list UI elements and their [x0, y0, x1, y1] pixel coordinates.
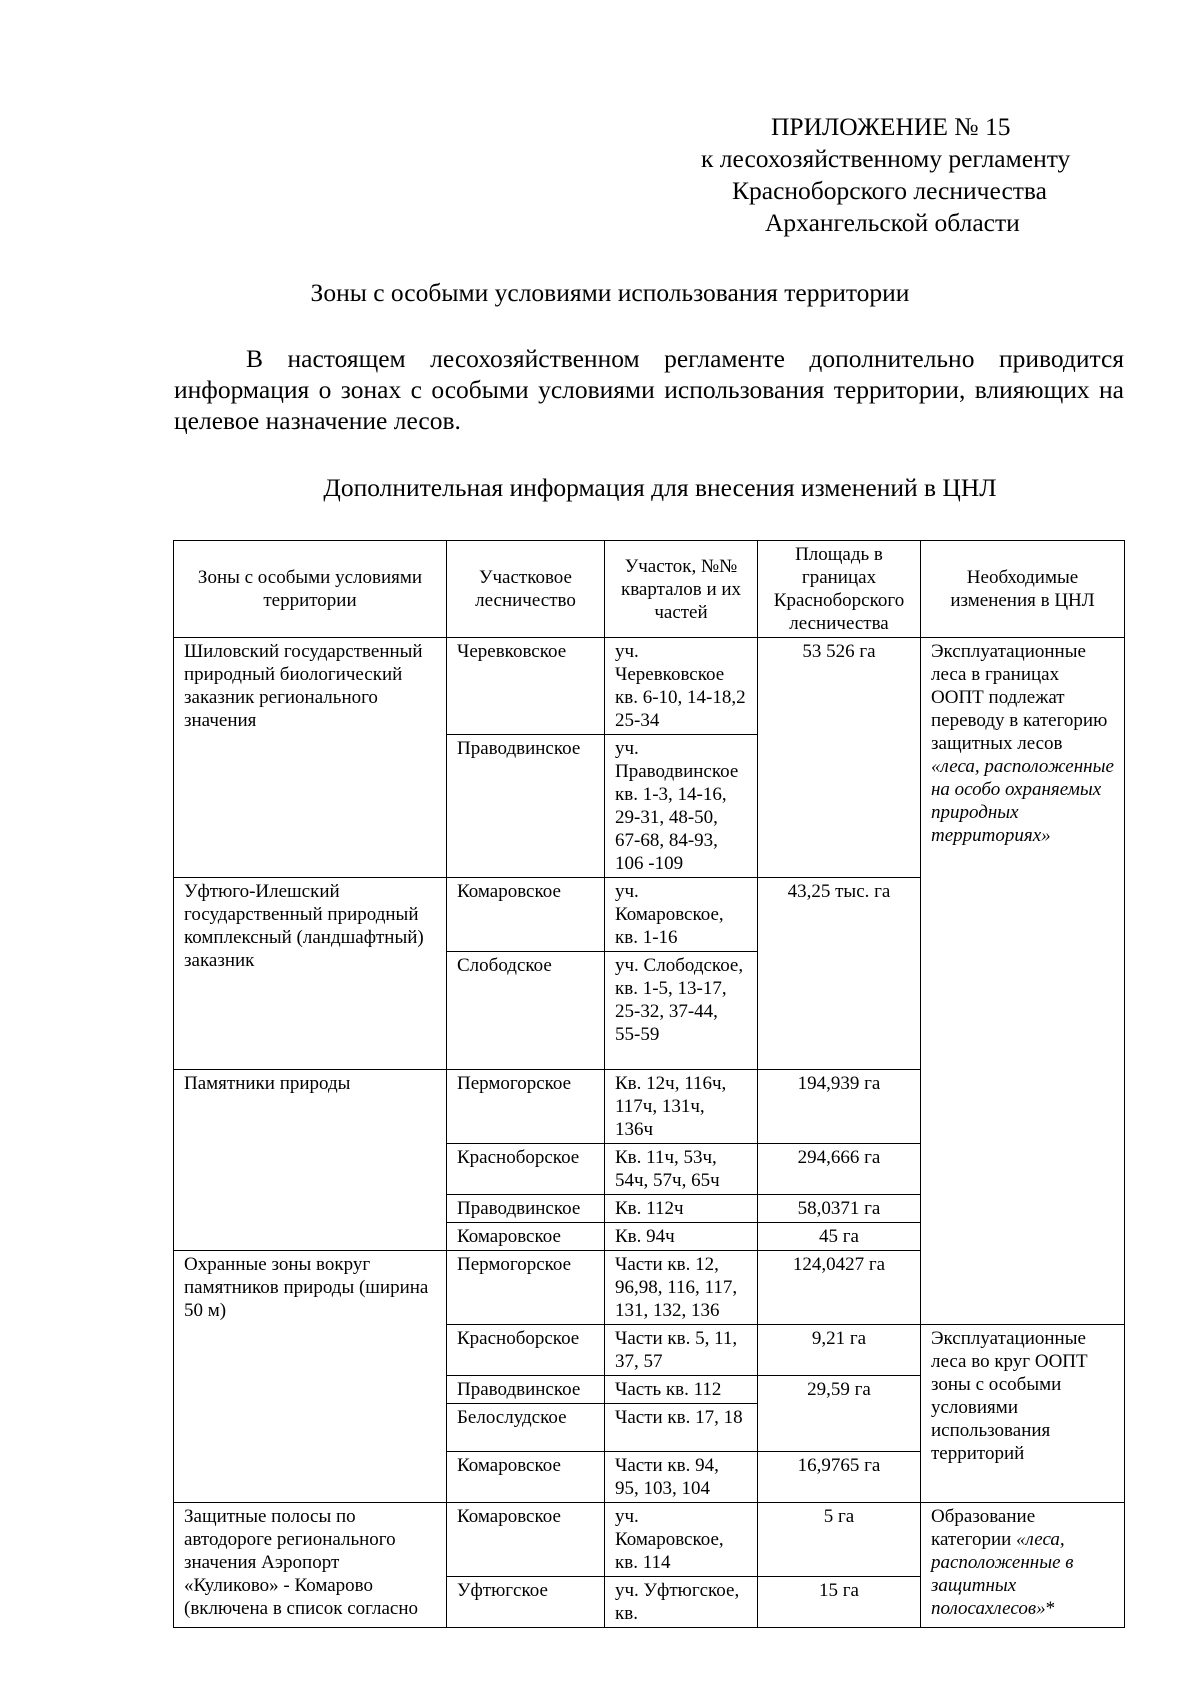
plot-cell: Части кв. 94, 95, 103, 104 [605, 1452, 758, 1503]
forestry-cell: Праводвинское [447, 735, 605, 878]
area-cell: 194,939 га [758, 1070, 921, 1144]
area-cell: 294,666 га [758, 1144, 921, 1195]
table-header-row [174, 541, 1125, 638]
zone-shilovsky: Шиловский государственный природный биологический заказник регионального значения [174, 638, 447, 878]
plot-cell: уч. Праводвинское кв. 1-3, 14-16, 29-31, 48-50, 67-68, 84-93, 106 -109 [605, 735, 758, 878]
forestry-cell: Красноборское [447, 1144, 605, 1195]
plot-cell: Кв. 112ч [605, 1195, 758, 1223]
plot-cell: Кв. 94ч [605, 1223, 758, 1251]
area-cell: 124,0427 га [758, 1251, 921, 1325]
plot-cell: Части кв. 17, 18 [605, 1404, 758, 1452]
forestry-cell: Пермогорское [447, 1251, 605, 1325]
document-title: Зоны с особыми условиями использования территории [310, 278, 910, 307]
forestry-cell: Черевковское [447, 638, 605, 735]
changes-text: Эксплуатационные леса в границах ООПТ подлежат переводу в категорию защитных лесов [931, 641, 1108, 754]
forestry-cell: Комаровское [447, 1452, 605, 1503]
plot-cell: уч. Комаровское, кв. 1-16 [605, 878, 758, 952]
plot-cell: уч. Слободское, кв. 1-5, 13-17, 25-32, 37-44, 55-59 [605, 952, 758, 1070]
table-subtitle: Дополнительная информация для внесения изменений в ЦНЛ [323, 473, 997, 502]
plot-cell: уч. Уфтюгское, кв. [605, 1577, 758, 1628]
zones-table [173, 540, 1125, 1628]
forestry-cell: Красноборское [447, 1325, 605, 1376]
footnote-mark: * [1045, 1598, 1056, 1619]
forestry-cell: Комаровское [447, 1223, 605, 1251]
appendix-line-2: к лесохозяйственному регламенту [701, 144, 1071, 173]
header-plot: Участок, №№ кварталов и их частей [605, 541, 758, 638]
header-forestry: Участковое лесничество [447, 541, 605, 638]
changes-category: «леса, расположенные на особо охраняемых природных территориях» [931, 756, 1114, 846]
forestry-cell: Праводвинское [447, 1195, 605, 1223]
appendix-line-4: Архангельской области [765, 208, 1020, 237]
header-changes: Необходимые изменения в ЦНЛ [921, 541, 1125, 638]
changes-cell-3 [921, 1503, 1125, 1628]
zone-uftyug-ileshsky: Уфтюго-Илешский государственный природный комплексный (ландшафтный) заказник [174, 878, 447, 1070]
forestry-cell: Комаровское [447, 878, 605, 952]
changes-category: «леса, расположенные в защитных полосахлесов» [931, 1529, 1074, 1619]
plot-cell: Части кв. 5, 11, 37, 57 [605, 1325, 758, 1376]
area-cell: 45 га [758, 1223, 921, 1251]
plot-cell: Кв. 11ч, 53ч, 54ч, 57ч, 65ч [605, 1144, 758, 1195]
appendix-line-3: Красноборского лесничества [732, 176, 1047, 205]
area-cell: 43,25 тыс. га [758, 878, 921, 1070]
area-cell: 58,0371 га [758, 1195, 921, 1223]
plot-cell: Части кв. 12, 96,98, 116, 117, 131, 132, 136 [605, 1251, 758, 1325]
forestry-cell: Слободское [447, 952, 605, 1070]
forestry-cell: Уфтюгское [447, 1577, 605, 1628]
changes-cell-2: Эксплуатационные леса во круг ООПТ зоны с особыми условиями использования территорий [921, 1325, 1125, 1503]
forestry-cell: Праводвинское [447, 1376, 605, 1404]
header-area: Площадь в границах Красноборского лесничества [758, 541, 921, 638]
plot-cell: уч. Черевковское кв. 6-10, 14-18,2 25-34 [605, 638, 758, 735]
changes-text: Образование категории [931, 1506, 1036, 1550]
table-row [174, 1503, 1125, 1577]
forestry-cell: Пермогорское [447, 1070, 605, 1144]
area-cell: 16,9765 га [758, 1452, 921, 1503]
area-cell: 53 526 га [758, 638, 921, 878]
plot-cell: Кв. 12ч, 116ч, 117ч, 131ч, 136ч [605, 1070, 758, 1144]
intro-paragraph: В настоящем лесохозяйственном регламенте дополнительно приводится информация о зонах с особыми условиями использования территории, влияющих на целевое назначение лесов. [174, 344, 1124, 435]
zone-protection-belts: Охранные зоны вокруг памятников природы (ширина 50 м) [174, 1251, 447, 1503]
zone-nature-monuments: Памятники природы [174, 1070, 447, 1251]
zone-road-belts: Защитные полосы по автодороге регионального значения Аэропорт «Куликово» - Комарово (включена в список согласно [174, 1503, 447, 1628]
area-cell: 15 га [758, 1577, 921, 1628]
forestry-cell: Белослудское [447, 1404, 605, 1452]
header-zones: Зоны с особыми условиями территории [174, 541, 447, 638]
forestry-cell: Комаровское [447, 1503, 605, 1577]
plot-cell: Часть кв. 112 [605, 1376, 758, 1404]
area-cell: 9,21 га [758, 1325, 921, 1376]
area-cell: 29,59 га [758, 1376, 921, 1452]
appendix-number: ПРИЛОЖЕНИЕ № 15 [771, 112, 1011, 141]
changes-cell-1 [921, 638, 1125, 1325]
plot-cell: уч. Комаровское, кв. 114 [605, 1503, 758, 1577]
area-cell: 5 га [758, 1503, 921, 1577]
table-row [174, 638, 1125, 735]
